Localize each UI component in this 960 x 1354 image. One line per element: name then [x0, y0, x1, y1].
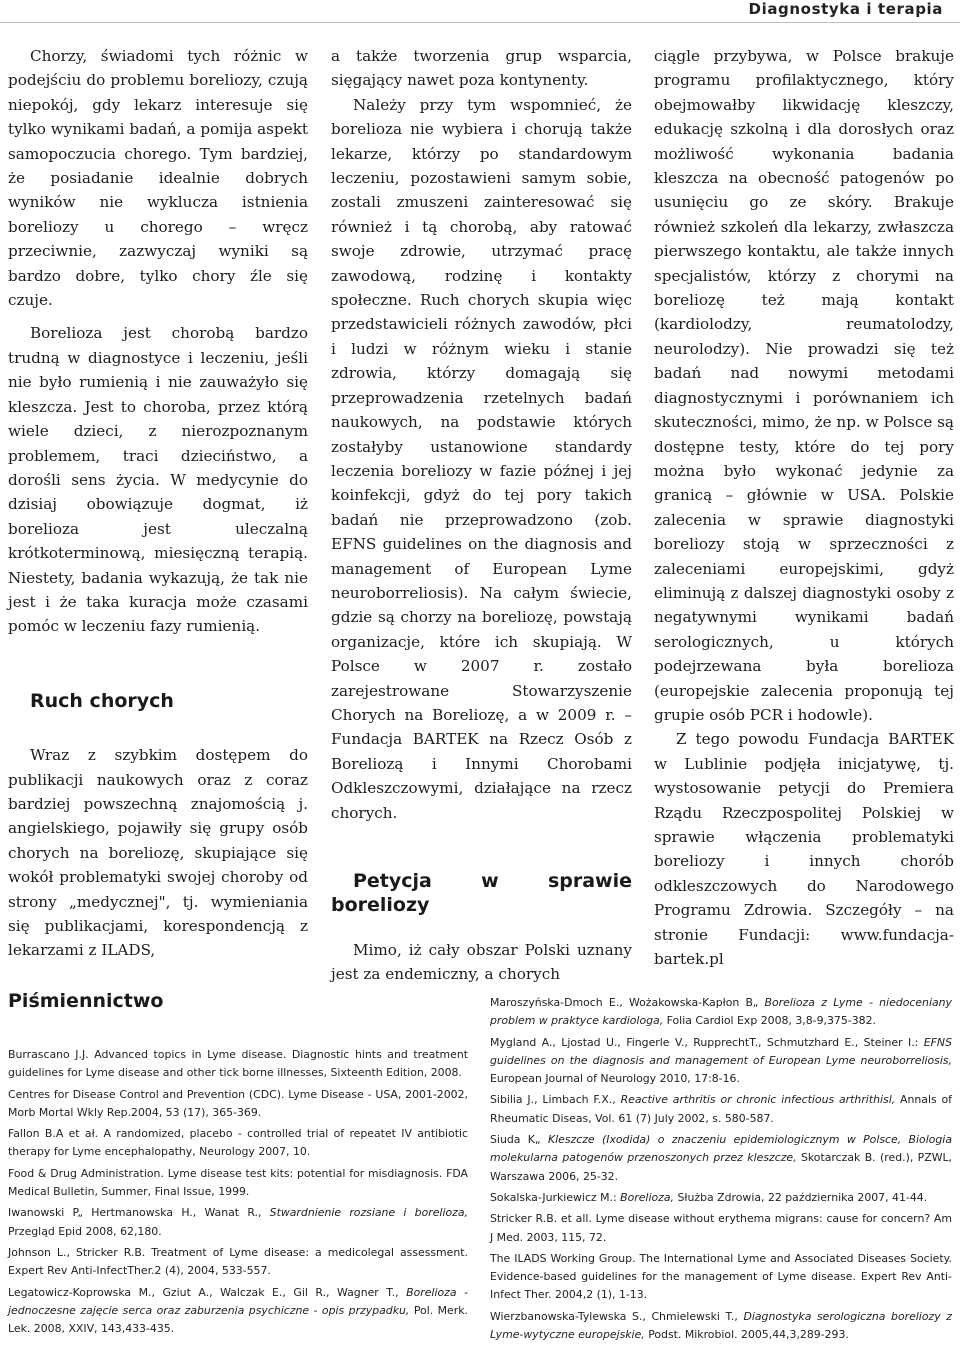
references-title: Piśmiennictwo	[8, 990, 164, 1012]
reference-entry: Legatowicz-Koprowska M., Gziut A., Walczak E., Gil R., Wagner T., Borelioza -jednoczesne zajęcie serca oraz zaburzenia psychiczne - opis przypadku, Pol. Merk. Lek. 2008, XXIV, 143,433-435.	[8, 1285, 468, 1336]
reference-entry: Centres for Disease Control and Prevention (CDC). Lyme Disease - USA, 2001-2002, Morb Mortal Wkly Rep.2004, 53 (17), 365-369.	[8, 1087, 468, 1119]
reference-entry: Johnson L., Stricker R.B. Treatment of Lyme disease: a medicolegal assessment. Expert Rev Anti-InfectTher.2 (4), 2004, 533-557.	[8, 1245, 468, 1278]
reference-entry: Food & Drug Administration. Lyme disease test kits: potential for misdiagnosis. FDA Medical Bulletin, Summer, Final Issue, 1999.	[8, 1166, 468, 1199]
reference-entry: Fallon B.A et ał. A randomized, placebo - controlled trial of repeatet IV antibiotic therapy for Lyme encephalopathy, Neurology 2007, 10.	[8, 1127, 468, 1159]
reference-entry: Sokalska-Jurkiewicz M.: Borelioza, Służba Zdrowia, 22 października 2007, 41-44.	[490, 1190, 928, 1204]
reference-entry: Wierzbanowska-Tylewska S., Chmielewski T., Diagnostyka serologiczna boreliozy z Lyme-wytyczne europejskie, Podst. Mikrobiol. 2005,44,3,289-293.	[490, 1309, 952, 1342]
article-column-2	[331, 44, 632, 987]
reference-entry: Sibilia J., Limbach F.X., Reactive arthritis or chronic infectious arthrithisl, Annals of Rheumatic Diseas, Vol. 61 (7) July 2002, s. 580-587.	[490, 1093, 952, 1125]
reference-entry: Siuda K„ Kleszcze (Ixodida) o znaczeniu epidemiologicznym w Polsce, Biologia molekularna patogenów przenoszonych przez kleszcze, Skotarczak B. (red.), PZWL, Warszawa 2006, 25-32.	[490, 1133, 953, 1183]
paragraph: Chorzy, świadomi tych różnic w podejściu do problemu boreliozy, czują niepokój, gdy lekarz interesuje się tylko wynikami badań, a pomija aspekt samopoczucia chorego. Tym bardziej, że posiadanie idealnie dobrych wyników nie wyklucza istnienia boreliozy u chorego – wręcz przeciwnie, zazwyczaj wyniki są bardzo dobre, tylko chory źle się czuje.	[8, 47, 308, 310]
page-header	[0, 0, 960, 23]
reference-entry: Stricker R.B. et all. Lyme disease without erythema migrans: cause for concern? Am J Med. 2003, 115, 72.	[490, 1212, 952, 1244]
reference-entry: Burrascano J.J. Advanced topics in Lyme disease. Diagnostic hints and treatment guidelines for Lyme disease and other tick borne illnesses, Sixteenth Edition, 2008.	[8, 1048, 468, 1080]
section-title: Diagnostyka i terapia	[748, 0, 943, 18]
paragraph: Borelioza jest chorobą bardzo trudną w diagnostyce i leczeniu, jeśli nie było rumienią i nie zauważyło się kleszcza. Jest to choroba, przez którą wiele dzieci, z nierozpoznanym problemem, traci dzieciństwo, a dorośli sens życia. W medycynie do dzisiaj obowiązuje dogmat, iż borelioza jest uleczalną krótkoterminową, miesięczną terapią. Niestety, badania wykazują, że tak nie jest i że taka kuracja może czasami pomóc w leczeniu fazy rumienią.	[8, 324, 308, 636]
reference-entry: Iwanowski P„ Hertmanowska H., Wanat R., Stwardnienie rozsiane i borelioza, Przegląd Epid 2008, 62,180.	[8, 1206, 468, 1238]
article-column-1	[8, 44, 308, 963]
paragraph: Mimo, iż cały obszar Polski uznany jest za endemiczny, a chorych	[331, 940, 632, 984]
paragraph: ciągle przybywa, w Polsce brakuje programu profilaktycznego, który obejmowałby likwidację kleszczy, edukację szkolną i dla dorosłych oraz możliwość wykonania badania kleszcza na obecność patogenów po usunięciu go ze skóry. Brakuje również szkoleń dla lekarzy, zwłaszcza pierwszego kontaktu, ale także innych specjalistów, którzy z chorymi na boreliozę też mają kontakt (kardiolodzy, reumatolodzy, neurolodzy). Nie prowadzi się też badań nad nowymi metodami diagnostycznymi i porównaniem ich skuteczności, mimo, że np. w Polsce są dostępne testy, które do tej pory można było wykonać jedynie za granicą – głównie w USA. Polskie zalecenia w sprawie diagnostyki boreliozy stoją w sprzeczności z zaleceniami europejskimi, gdyż eliminują z dalszej diagnostyki osoby z negatywnymi wynikami badań serologicznych, u których podejrzewana była borelioza (europejskie zalecenia proponują tej grupie osób PCR i hodowle).	[654, 47, 954, 724]
references-list-left	[8, 1046, 468, 1341]
article-column-3	[654, 44, 954, 971]
paragraph: Z tego powodu Fundacja BARTEK w Lublinie podjęła inicjatywę, tj. wystosowanie petycji do Premiera Rządu Rzeczpospolitej Polskiej w sprawie włączenia problematyki boreliozy i innych chorób odkleszczowych do Narodowego Programu Zdrowia. Szczegóły – na stronie Fundacji: www.fundacja-bartek.pl	[654, 730, 954, 969]
paragraph: Wraz z szybkim dostępem do publikacji naukowych oraz z coraz bardziej powszechną znajomością j. angielskiego, pojawiły się grupy osób chorych na boreliozę, skupiające się wokół problematyki swojej choroby od strony „medycznej", tj. wymieniania się publikacjami, korespondencją z lekarzami z ILADS,	[8, 746, 308, 960]
section-heading: Ruch chorych	[30, 689, 174, 712]
reference-entry: The ILADS Working Group. The International Lyme and Associated Diseases Society. Evidence-based guidelines for the management of Lyme disease. Expert Rev Anti-Infect Ther. 2004,2 (1), 1-13.	[490, 1251, 952, 1302]
paragraph: a także tworzenia grup wsparcia, sięgający nawet poza kontynenty.	[331, 47, 632, 90]
references-list-right	[490, 994, 952, 1347]
reference-entry: Mygland A., Ljostad U., Fingerle V., RupprechtT., Schmutzhard E., Steiner I.: EFNS guidelines on the diagnosis and management of European Lyme neuroborreliosis, European Journal of Neurology 2010, 17:8-16.	[490, 1035, 952, 1086]
paragraph: Należy przy tym wspomnieć, że borelioza nie wybiera i chorują także lekarze, którzy po standardowym leczeniu, pozostawieni samym sobie, zostali zmuszeni zainteresować się również i tą chorobą, aby ratować swoje zdrowie, utrzymać pracę zawodową, rodzinę i kontakty społeczne. Ruch chorych skupia więc przedstawicieli różnych zawodów, płci i ludzi w różnym wieku i stanie zdrowia, którzy domagają się przeprowadzenia rzetelnych badań naukowych, na podstawie których zostałyby ustanowione standardy leczenia boreliozy w fazie późnej i jej koinfekcji, gdyż do tej pory takich badań nie przeprowadzono (zob. EFNS guidelines on the diagnosis and management of European Lyme neuroborreliosis). Na całym świecie, gdzie są chorzy na boreliozę, powstają organizacje, które ich skupiają. W Polsce w 2007 r. zostało zarejestrowane Stowarzyszenie Chorych na Boreliozę, a w 2009 r. – Fundacja BARTEK na Rzecz Osób z Boreliozą i Innymi Chorobami Odkleszczowymi, działające na rzecz chorych.	[331, 95, 632, 822]
section-heading: Petycja w sprawie boreliozy	[331, 870, 632, 917]
reference-entry: Maroszyńska-Dmoch E., Wożakowska-Kapłon B„ Borelioza z Lyme - niedoceniany problem w praktyce kardiologa, Folia Cardiol Exp 2008, 3,8-9,375-382.	[490, 996, 952, 1028]
